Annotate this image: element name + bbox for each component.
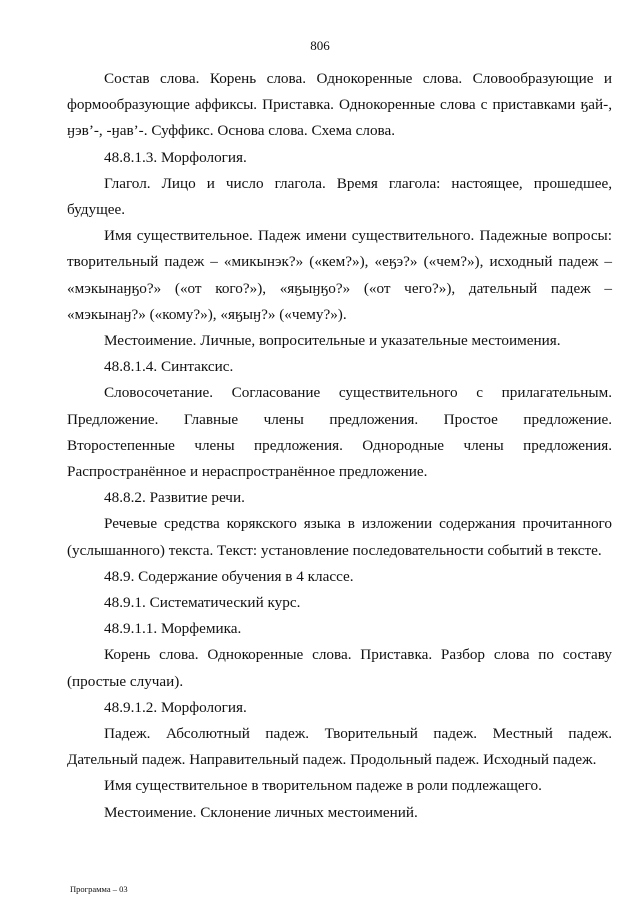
paragraph-syntax: Словосочетание. Согласование существительного с прилагательным. Предложение. Главные члены предложения. Простое предложение. Второстепенные члены предложения. Однородные члены предложения. Распространённое и нераспространённое предложение.: [67, 384, 612, 481]
section-heading-syntax: 48.8.1.4. Синтаксис.: [104, 358, 234, 376]
paragraph-noun-instrumental: Имя существительное в творительном падеже в роли подлежащего.: [104, 777, 542, 795]
paragraph-morphemics: Корень слова. Однокоренные слова. Приставка. Разбор слова по составу (простые случаи).: [67, 646, 612, 690]
section-heading-morphology-grade-4: 48.9.1.2. Морфология.: [104, 698, 247, 716]
paragraph-noun-cases: Имя существительное. Падеж имени существительного. Падежные вопросы: творительный падеж – «микынэк?» («кем?»), «еӄэ?» («чем?»), исходный падеж – «мэкынаӈӄо?» («от кого?»), «яӄыӈӄо?» («от чего?»), дательный падеж – «мэкынаӈ?» («кому?»), «яӄыӈ?» («чему?»).: [67, 227, 612, 323]
paragraph-cases: Падеж. Абсолютный падеж. Творительный падеж. Местный падеж. Дательный падеж. Направительный падеж. Продольный падеж. Исходный падеж.: [67, 725, 612, 769]
section-heading-morphemics: 48.9.1.1. Морфемика.: [104, 620, 242, 638]
paragraph-speech-development: Речевые средства корякского языка в изложении содержания прочитанного (услышанного) текста. Текст: установление последовательности событий в тексте.: [67, 515, 612, 559]
section-heading-grade-4: 48.9. Содержание обучения в 4 классе.: [104, 567, 354, 585]
paragraph-pronoun: Местоимение. Личные, вопросительные и указательные местоимения.: [104, 332, 561, 350]
section-heading-speech-development: 48.8.2. Развитие речи.: [104, 489, 245, 507]
section-heading-morphology: 48.8.1.3. Морфология.: [104, 148, 247, 166]
document-body: [67, 66, 612, 826]
paragraph-pronoun-declension: Местоимение. Склонение личных местоимений.: [104, 803, 418, 821]
page-number: 806: [310, 38, 330, 53]
section-heading-systematic-course: 48.9.1. Систематический курс.: [104, 594, 301, 612]
paragraph-verb: Глагол. Лицо и число глагола. Время глагола: настоящее, прошедшее, будущее.: [67, 174, 612, 219]
footer-label: Программа – 03: [70, 884, 128, 894]
paragraph-word-structure: Состав слова. Корень слова. Однокоренные слова. Словообразующие и формообразующие аффиксы. Приставка. Однокоренные слова с приставками ӄай-, ӈэв’-, -ӈав’-. Суффикс. Основа слова. Схема слова.: [67, 70, 612, 140]
